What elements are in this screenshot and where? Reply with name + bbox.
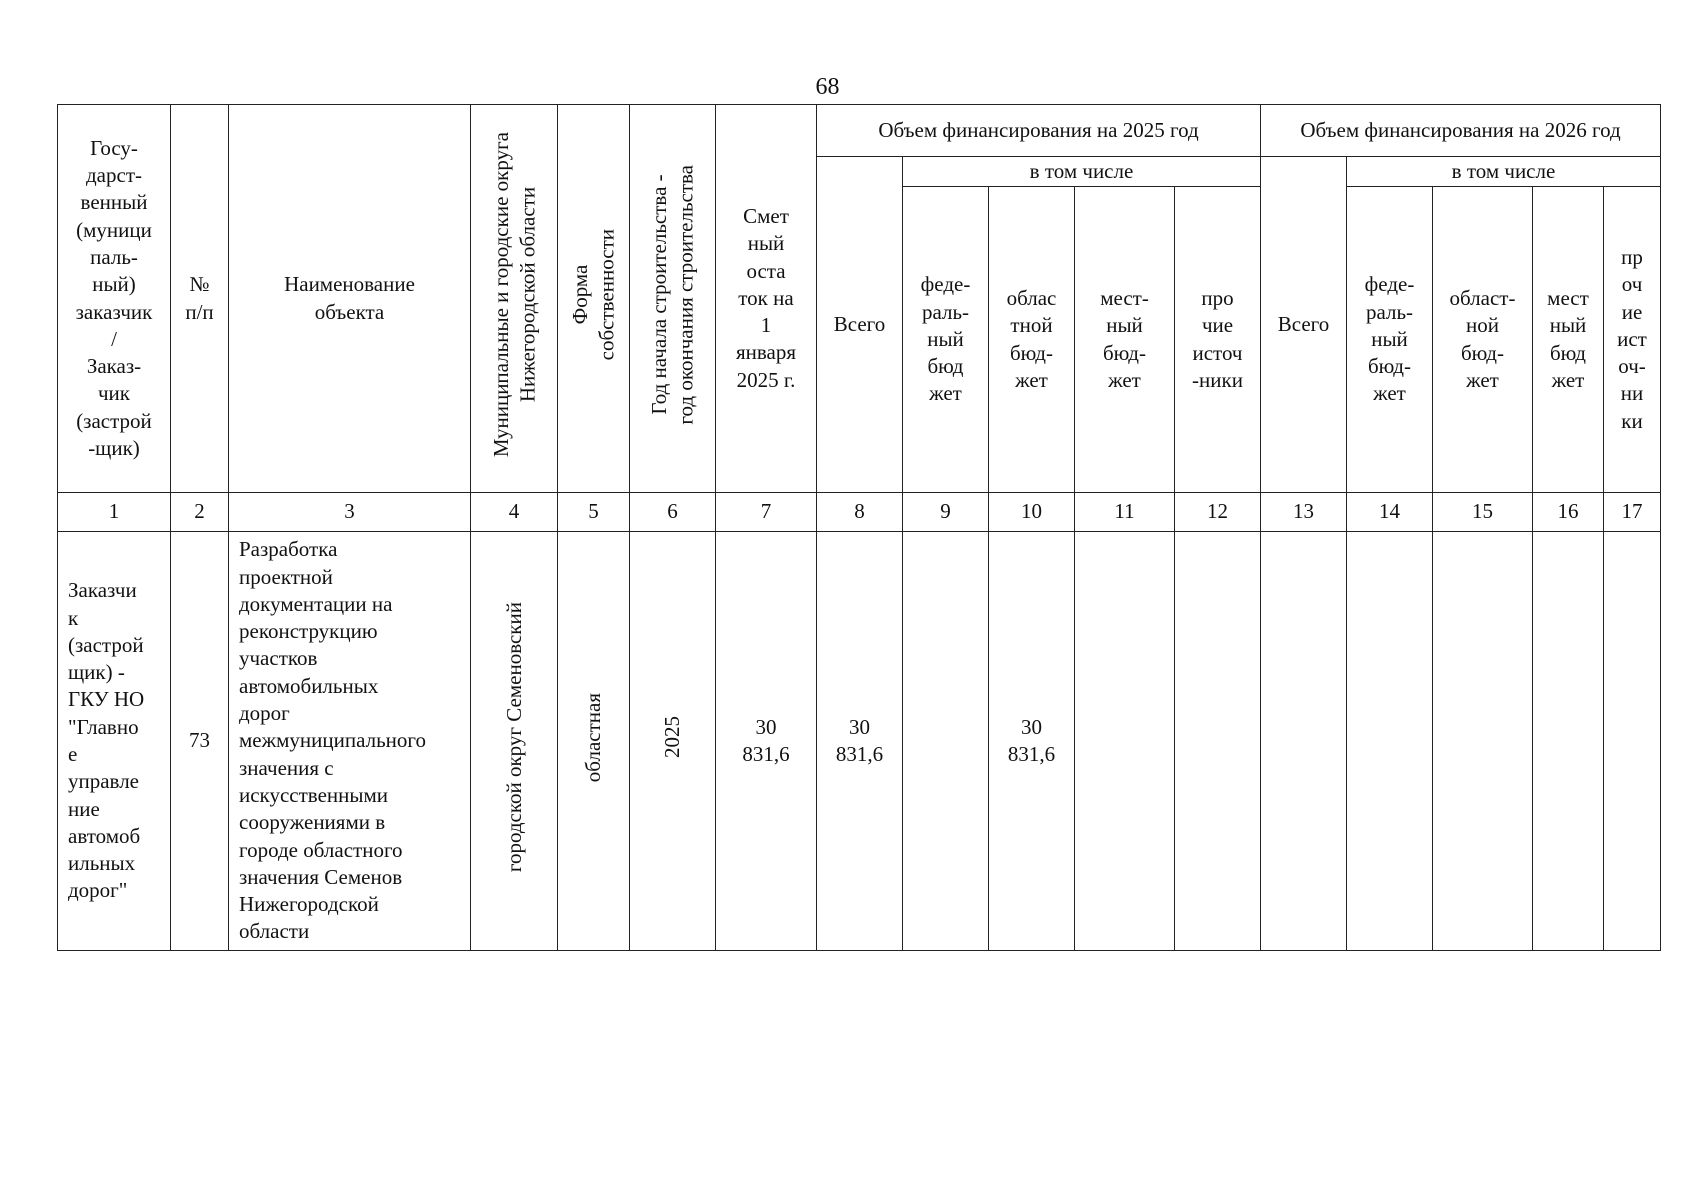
column-number: 11	[1075, 493, 1175, 532]
header-federal-2026: феде- раль- ный бюд- жет	[1347, 187, 1433, 493]
header-regional-2026: област- ной бюд- жет	[1433, 187, 1533, 493]
total-2026-cell	[1261, 532, 1347, 951]
header-local-2025: мест- ный бюд- жет	[1075, 187, 1175, 493]
estimated-balance-cell: 30 831,6	[716, 532, 817, 951]
header-row-1	[58, 105, 1661, 157]
column-number: 17	[1604, 493, 1661, 532]
column-number-row	[58, 493, 1661, 532]
column-number: 16	[1533, 493, 1604, 532]
column-number: 6	[630, 493, 716, 532]
column-number: 2	[171, 493, 229, 532]
header-total-2026: Всего	[1261, 157, 1347, 493]
column-number: 15	[1433, 493, 1533, 532]
table-row	[58, 532, 1661, 951]
header-estimated-balance: Смет ный оста ток на 1 января 2025 г.	[716, 105, 817, 493]
column-number: 13	[1261, 493, 1347, 532]
column-number: 8	[817, 493, 903, 532]
other-2025-cell	[1175, 532, 1261, 951]
header-federal-2025: феде- раль- ный бюд жет	[903, 187, 989, 493]
header-years: Год начала строительства - год окончания строительства	[630, 105, 716, 493]
column-number: 12	[1175, 493, 1261, 532]
object-name-cell: Разработка проектной документации на реконструкцию участков автомобильных дорог межмуниципального значения с искусственными сооружениями в городе областного значения Семенов Нижегородской области	[229, 532, 471, 951]
column-number: 5	[558, 493, 630, 532]
header-customer: Госу- дарст- венный (муници паль- ный) заказчик / Заказ- чик (застрой -щик)	[58, 105, 171, 493]
column-number: 4	[471, 493, 558, 532]
column-number: 1	[58, 493, 171, 532]
page-number: 68	[815, 74, 840, 100]
municipality-cell: городской округ Семеновский	[471, 532, 558, 951]
header-other-2026: пр оч ие ист оч- ни ки	[1604, 187, 1661, 493]
header-other-2025: про чие источ -ники	[1175, 187, 1261, 493]
local-2025-cell	[1075, 532, 1175, 951]
federal-2026-cell	[1347, 532, 1433, 951]
row-number-cell: 73	[171, 532, 229, 951]
header-total-2025: Всего	[817, 157, 903, 493]
regional-2025-cell: 30 831,6	[989, 532, 1075, 951]
local-2026-cell	[1533, 532, 1604, 951]
column-number: 9	[903, 493, 989, 532]
column-number: 7	[716, 493, 817, 532]
header-financing-2025: Объем финансирования на 2025 год	[817, 105, 1261, 157]
header-including-2026: в том числе	[1347, 157, 1661, 187]
financing-table	[57, 104, 1661, 951]
federal-2025-cell	[903, 532, 989, 951]
customer-cell: Заказчи к (застрой щик) - ГКУ НО "Главно е управле ние автомоб ильных дорог"	[58, 532, 171, 951]
header-number: № п/п	[171, 105, 229, 493]
years-cell: 2025	[630, 532, 716, 951]
header-regional-2025: облас тной бюд- жет	[989, 187, 1075, 493]
header-including-2025: в том числе	[903, 157, 1261, 187]
header-ownership: Форма собственности	[558, 105, 630, 493]
column-number: 14	[1347, 493, 1433, 532]
column-number: 3	[229, 493, 471, 532]
header-municipality: Муниципальные и городские округа Нижегородской области	[471, 105, 558, 493]
other-2026-cell	[1604, 532, 1661, 951]
total-2025-cell: 30 831,6	[817, 532, 903, 951]
ownership-cell: областная	[558, 532, 630, 951]
header-object-name: Наименование объекта	[229, 105, 471, 493]
header-local-2026: мест ный бюд жет	[1533, 187, 1604, 493]
column-number: 10	[989, 493, 1075, 532]
header-financing-2026: Объем финансирования на 2026 год	[1261, 105, 1661, 157]
regional-2026-cell	[1433, 532, 1533, 951]
